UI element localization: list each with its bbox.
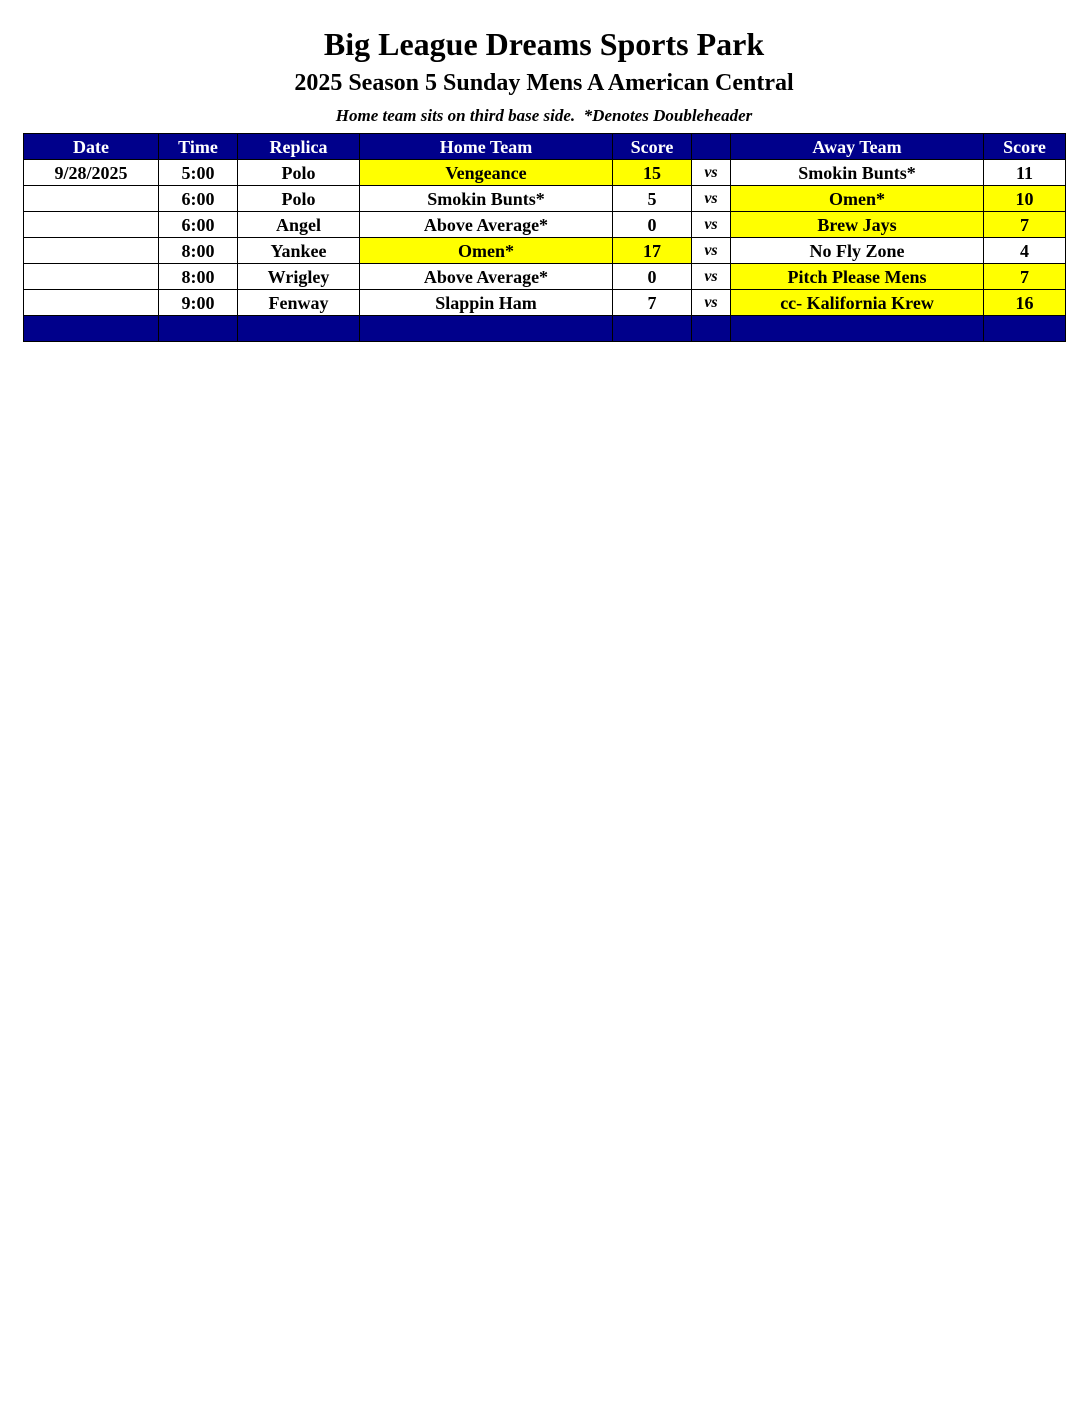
time-cell: 8:00 xyxy=(159,238,238,264)
table-row xyxy=(24,186,1066,212)
table-row xyxy=(24,238,1066,264)
replica-cell: Yankee xyxy=(238,238,360,264)
home-score-cell: 0 xyxy=(613,264,692,290)
header-replica: Replica xyxy=(238,134,360,160)
away-team-cell: No Fly Zone xyxy=(731,238,984,264)
league-subtitle: 2025 Season 5 Sunday Mens A American Central xyxy=(294,70,794,96)
home-score-cell: 0 xyxy=(613,212,692,238)
page-title: Big League Dreams Sports Park xyxy=(323,26,765,62)
replica-cell: Angel xyxy=(238,212,360,238)
replica-cell: Fenway xyxy=(238,290,360,316)
home-score-cell: 15 xyxy=(613,160,692,186)
header-time: Time xyxy=(159,134,238,160)
header-away-score: Score xyxy=(984,134,1066,160)
header-home-team: Home Team xyxy=(360,134,613,160)
schedule-note: Home team sits on third base side. *Denotes Doubleheader xyxy=(335,106,753,125)
schedule-table xyxy=(23,133,1066,342)
home-team-cell: Above Average* xyxy=(360,264,613,290)
date-cell xyxy=(24,238,159,264)
table-row xyxy=(24,160,1066,186)
vs-cell: vs xyxy=(692,186,731,212)
home-team-cell: Smokin Bunts* xyxy=(360,186,613,212)
date-cell xyxy=(24,264,159,290)
table-row xyxy=(24,264,1066,290)
away-score-cell: 7 xyxy=(984,264,1066,290)
away-score-cell: 7 xyxy=(984,212,1066,238)
vs-cell: vs xyxy=(692,238,731,264)
away-team-cell: Omen* xyxy=(731,186,984,212)
home-score-cell: 5 xyxy=(613,186,692,212)
home-team-cell: Vengeance xyxy=(360,160,613,186)
replica-cell: Polo xyxy=(238,160,360,186)
home-team-cell: Above Average* xyxy=(360,212,613,238)
home-score-cell: 17 xyxy=(613,238,692,264)
footer-cell xyxy=(692,316,731,342)
away-team-cell: cc- Kalifornia Krew xyxy=(731,290,984,316)
vs-cell: vs xyxy=(692,160,731,186)
table-row xyxy=(24,290,1066,316)
away-score-cell: 16 xyxy=(984,290,1066,316)
replica-cell: Wrigley xyxy=(238,264,360,290)
footer-cell xyxy=(24,316,159,342)
replica-cell: Polo xyxy=(238,186,360,212)
header-vs xyxy=(692,134,731,160)
time-cell: 5:00 xyxy=(159,160,238,186)
time-cell: 8:00 xyxy=(159,264,238,290)
vs-cell: vs xyxy=(692,212,731,238)
footer-cell xyxy=(731,316,984,342)
date-cell xyxy=(24,212,159,238)
time-cell: 6:00 xyxy=(159,186,238,212)
footer-cell xyxy=(613,316,692,342)
footer-cell xyxy=(984,316,1066,342)
header-away-team: Away Team xyxy=(731,134,984,160)
time-cell: 6:00 xyxy=(159,212,238,238)
time-cell: 9:00 xyxy=(159,290,238,316)
vs-cell: vs xyxy=(692,290,731,316)
away-score-cell: 4 xyxy=(984,238,1066,264)
table-row xyxy=(24,212,1066,238)
header-home-score: Score xyxy=(613,134,692,160)
home-team-cell: Omen* xyxy=(360,238,613,264)
away-score-cell: 10 xyxy=(984,186,1066,212)
home-team-cell: Slappin Ham xyxy=(360,290,613,316)
footer-cell xyxy=(159,316,238,342)
date-cell xyxy=(24,290,159,316)
date-cell xyxy=(24,186,159,212)
away-score-cell: 11 xyxy=(984,160,1066,186)
vs-cell: vs xyxy=(692,264,731,290)
home-score-cell: 7 xyxy=(613,290,692,316)
away-team-cell: Pitch Please Mens xyxy=(731,264,984,290)
footer-cell xyxy=(360,316,613,342)
table-footer-row xyxy=(24,316,1066,342)
table-header-row xyxy=(24,134,1066,160)
date-cell: 9/28/2025 xyxy=(24,160,159,186)
away-team-cell: Smokin Bunts* xyxy=(731,160,984,186)
away-team-cell: Brew Jays xyxy=(731,212,984,238)
header-date: Date xyxy=(24,134,159,160)
footer-cell xyxy=(238,316,360,342)
